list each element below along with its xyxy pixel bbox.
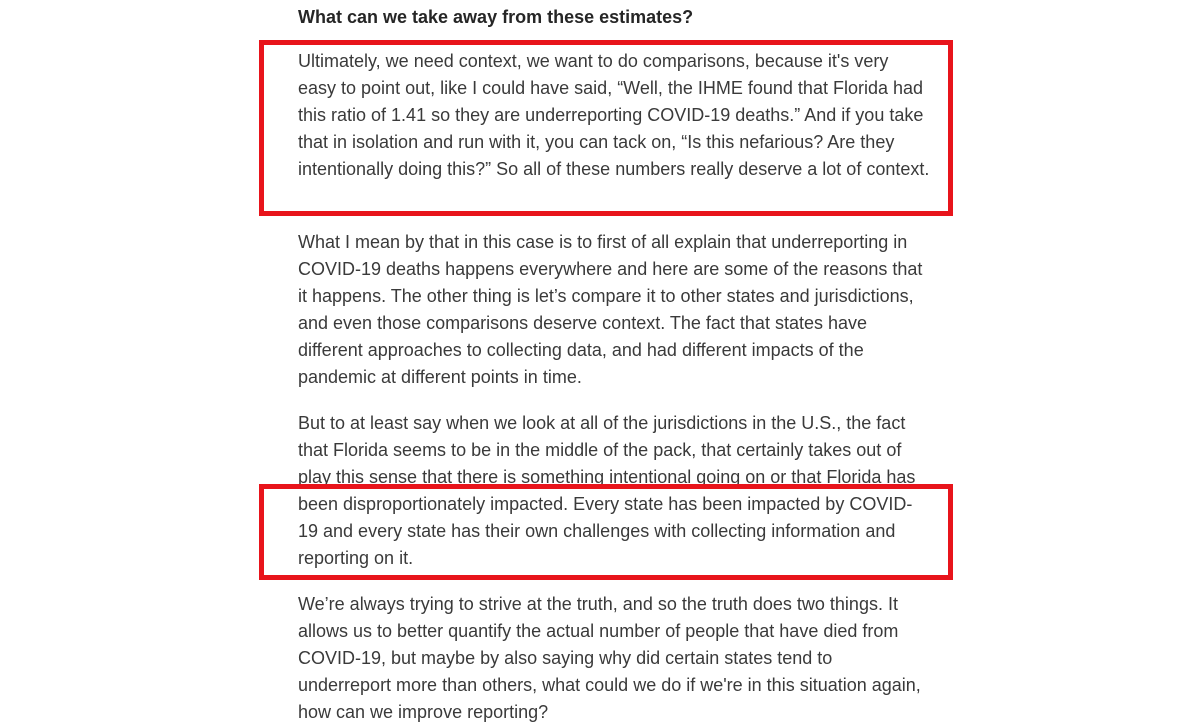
paragraph-truth: We’re always trying to strive at the truth, and so the truth does two things. It allows us to better quantify the actual number of people that have died from COVID-19, but maybe by also saying why did certain states tend to underreport more than others, what could we do if we're in this situation again, how can we improve reporting? xyxy=(298,594,921,722)
paragraph-underreporting: What I mean by that in this case is to first of all explain that underreporting in COVID-19 deaths happens everywhere and here are some of the reasons that it happens. The other thing is let’s compare it to other states and jurisdictions, and even those comparisons deserve context. The fact that states have different approaches to collecting data, and had different impacts of the pandemic at different points in time. xyxy=(298,232,923,387)
section-heading: What can we take away from these estimates? xyxy=(298,7,694,27)
paragraph-context: Ultimately, we need context, we want to do comparisons, because it's very easy to point out, like I could have said, “Well, the IHME found that Florida had this ratio of 1.41 so they are underreporting COVID-19 deaths.” And if you take that in isolation and run with it, you can tack on, “Is this nefarious? Are they intentionally doing this?” So all of these numbers really deserve a lot of context. xyxy=(298,51,930,179)
paragraph-jurisdictions: But to at least say when we look at all of the jurisdictions in the U.S., the fact that Florida seems to be in the middle of the pack, that certainly takes out of play this sense that there is something intentional going on or that Florida has been disproportionately impacted. Every state has been impacted by COVID-19 and every state has their own challenges with collecting information and reporting on it. xyxy=(298,413,916,568)
